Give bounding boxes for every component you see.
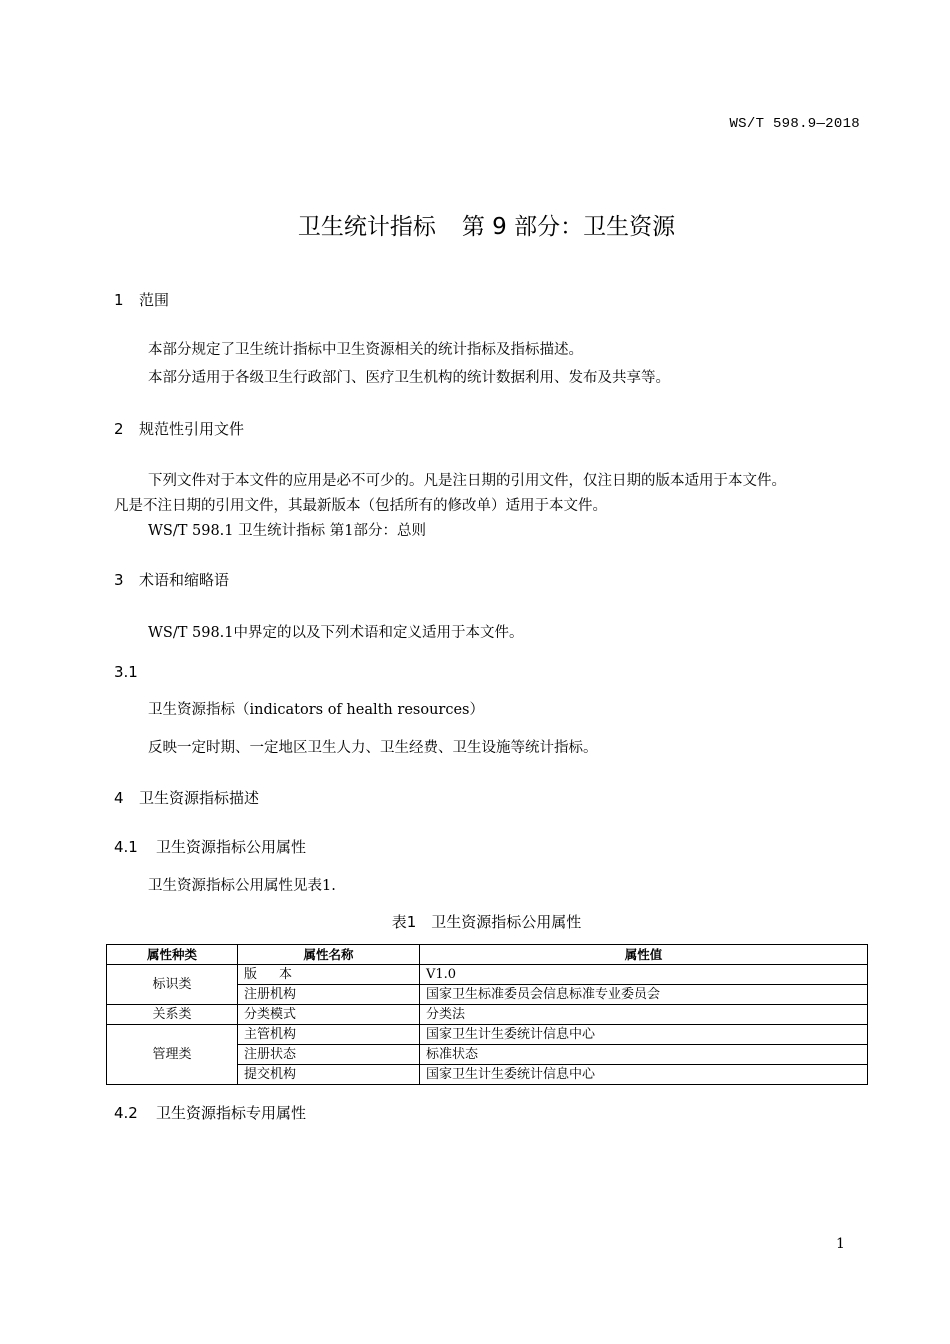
section-title: 卫生资源指标专用属性 <box>156 1104 307 1122</box>
section-number: 3 <box>114 571 124 589</box>
attribute-name-cell: 注册状态 <box>238 1045 420 1065</box>
column-header: 属性名称 <box>238 945 420 965</box>
table-row <box>107 965 868 985</box>
section-number: 4.1 <box>114 838 138 856</box>
term-cn: 卫生资源指标 <box>148 702 235 718</box>
attribute-value-cell: 分类法 <box>420 1005 868 1025</box>
document-title <box>0 208 950 241</box>
title-main: 卫生统计指标 <box>297 214 436 240</box>
attribute-name-cell: 注册机构 <box>238 985 420 1005</box>
section-4-heading <box>114 787 259 808</box>
attribute-value-cell: 国家卫生计生委统计信息中心 <box>420 1025 868 1045</box>
section-number: 4.2 <box>114 1104 138 1122</box>
table-caption: 表1 卫生资源指标公用属性 <box>391 913 582 931</box>
section-2-heading <box>114 418 244 439</box>
term-en: （indicators of health resources） <box>235 702 484 718</box>
table-header-row <box>107 945 868 965</box>
attribute-value-cell: V1.0 <box>420 965 868 985</box>
subsection-4-2-heading <box>114 1102 306 1123</box>
subsection-4-1-heading <box>114 836 306 857</box>
attribute-name-cell: 主管机构 <box>238 1025 420 1045</box>
section-number: 4 <box>114 789 124 807</box>
title-part: 第 9 部分：卫生资源 <box>461 214 676 240</box>
document-code: WS/T 598.9—2018 <box>729 116 860 132</box>
attribute-name-cell: 提交机构 <box>238 1065 420 1085</box>
paragraph-continuation: 凡是不注日期的引用文件，其最新版本（包括所有的修改单）适用于本文件。 <box>114 498 607 514</box>
term-entry <box>148 698 484 719</box>
normative-reference: WS/T 598.1 卫生统计指标 第1部分：总则 <box>148 523 426 539</box>
attribute-value-cell: 国家卫生标准委员会信息标准专业委员会 <box>420 985 868 1005</box>
paragraph: 下列文件对于本文件的应用是必不可少的。凡是注日期的引用文件，仅注日期的版本适用于本文件。 <box>148 473 786 489</box>
category-cell: 管理类 <box>107 1025 238 1085</box>
section-title: 范围 <box>139 291 170 309</box>
column-header: 属性值 <box>420 945 868 965</box>
section-title: 卫生资源指标描述 <box>139 789 260 807</box>
term-definition: 反映一定时期、一定地区卫生人力、卫生经费、卫生设施等统计指标。 <box>148 740 598 756</box>
page-number: 1 <box>836 1236 845 1252</box>
section-1-heading <box>114 289 169 310</box>
attribute-name-cell: 版本 <box>238 965 420 985</box>
attribute-name-cell: 分类模式 <box>238 1005 420 1025</box>
section-title: 规范性引用文件 <box>139 420 245 438</box>
section-title: 卫生资源指标公用属性 <box>156 838 307 856</box>
attribute-value-cell: 国家卫生计生委统计信息中心 <box>420 1065 868 1085</box>
paragraph: 本部分适用于各级卫生行政部门、医疗卫生机构的统计数据利用、发布及共享等。 <box>148 370 670 386</box>
table-row <box>107 1025 868 1045</box>
table-row <box>107 1005 868 1025</box>
paragraph: 本部分规定了卫生统计指标中卫生资源相关的统计指标及指标描述。 <box>148 342 583 358</box>
paragraph: WS/T 598.1中界定的以及下列术语和定义适用于本文件。 <box>148 625 524 641</box>
section-3-heading <box>114 569 229 590</box>
column-header: 属性种类 <box>107 945 238 965</box>
attributes-table <box>106 944 868 1085</box>
section-number: 2 <box>114 420 124 438</box>
paragraph: 卫生资源指标公用属性见表1. <box>148 878 336 894</box>
section-title: 术语和缩略语 <box>139 571 230 589</box>
category-cell: 标识类 <box>107 965 238 1005</box>
subsection-3-1-number: 3.1 <box>114 663 138 681</box>
section-number: 1 <box>114 291 124 309</box>
category-cell: 关系类 <box>107 1005 238 1025</box>
attribute-value-cell: 标准状态 <box>420 1045 868 1065</box>
